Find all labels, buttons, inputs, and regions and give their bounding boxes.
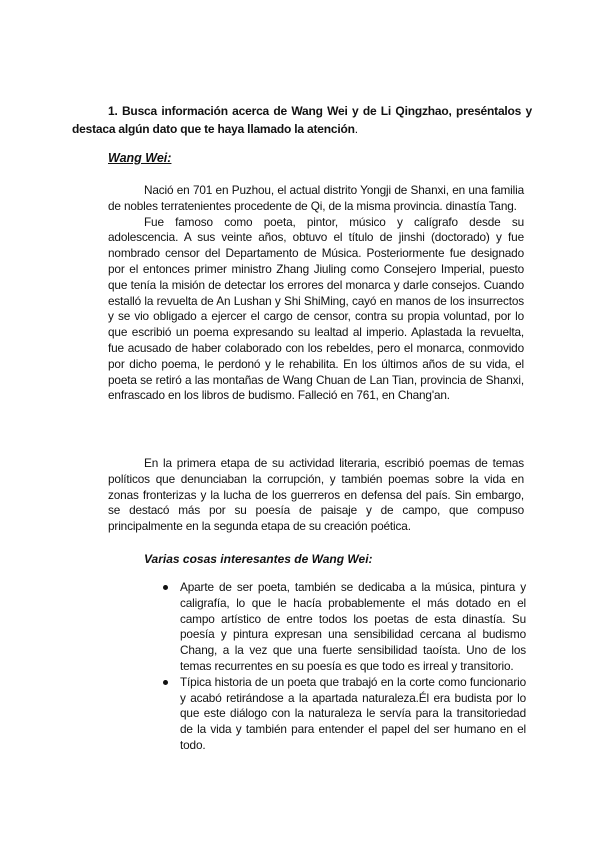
interesting-facts-heading: Varias cosas interesantes de Wang Wei:	[144, 552, 373, 566]
paragraph-literary-activity: En la primera etapa de su actividad literaria, escribió poemas de temas políticos que denunciaban la corrupción, y también poemas sobre la vida en zonas fronterizas y la lucha de los guerreros en defensa del país. Sin embargo, se destacó más por su poesía de paisaje y de campo, que compuso principalmente en la segunda etapa de su creación poética.	[108, 456, 524, 534]
question-text: 1. Busca información acerca de Wang Wei y de Li Qingzhao, preséntalos y destaca algún dato que te haya llamado la atención	[72, 104, 532, 136]
question-heading	[72, 102, 532, 138]
interesting-facts-list	[180, 580, 526, 754]
biography-block	[108, 183, 524, 404]
list-item	[180, 675, 526, 754]
literary-block	[108, 456, 524, 535]
paragraph-career: Fue famoso como poeta, pintor, músico y calígrafo desde su adolescencia. A sus veinte años, obtuvo el título de jinshi (doctorado) y fue nombrado censor del Departamento de Música. Posteriormente fue designado por el entonces primer ministro Zhang Jiuling como Consejero Imperial, puesto que tenía la misión de detectar los errores del monarca y darle consejos. Cuando estalló la revuelta de An Lushan y Shi ShiMing, cayó en manos de los insurrectos y se vio obligado a ejercer el cargo de censor, contra su propia voluntad, por lo que escribió un poema expresando su lealtad al imperio. Aplastada la revuelta, fue acusado de haber colaborado con los rebeldes, pero el monarca, conmovido por dicho poema, le perdonó y le rehabilita. En los últimos años de su vida, el poeta se retiró a las montañas de Wang Chuan de Lan Tian, provincia de Shanxi, enfrascado en los libros de budismo. Falleció en 761, en Chang'an.	[108, 214, 524, 403]
paragraph-birth: Nació en 701 en Puzhou, el actual distrito Yongji de Shanxi, en una familia de nobles terratenientes procedente de Qi, de la misma provincia. dinastía Tang.	[108, 183, 524, 213]
question-period: .	[354, 122, 358, 136]
bullet-dot-icon	[163, 585, 168, 590]
section-title: Wang Wei:	[108, 151, 172, 165]
list-item	[180, 580, 526, 675]
list-item-text: Típica historia de un poeta que trabajó en la corte como funcionario y acabó retirándose a la apartada naturaleza.Él era budista por lo que este diálogo con la naturaleza le servía para la transitoriedad de la vida y también para entender el papel del ser humano en el todo.	[180, 674, 526, 752]
list-item-text: Aparte de ser poeta, también se dedicaba a la música, pintura y caligrafía, lo que le hacía probablemente el más dotado en el campo artístico de entre todos los poetas de esta dinastía. Su poesía y pintura expresan una sensibilidad cercana al budismo Chang, a la vez que una fuerte sensibilidad taoísta. Uno de los temas recurrentes en su poesía es que todo es irreal y transitorio.	[180, 580, 526, 673]
bullet-dot-icon	[163, 680, 168, 685]
